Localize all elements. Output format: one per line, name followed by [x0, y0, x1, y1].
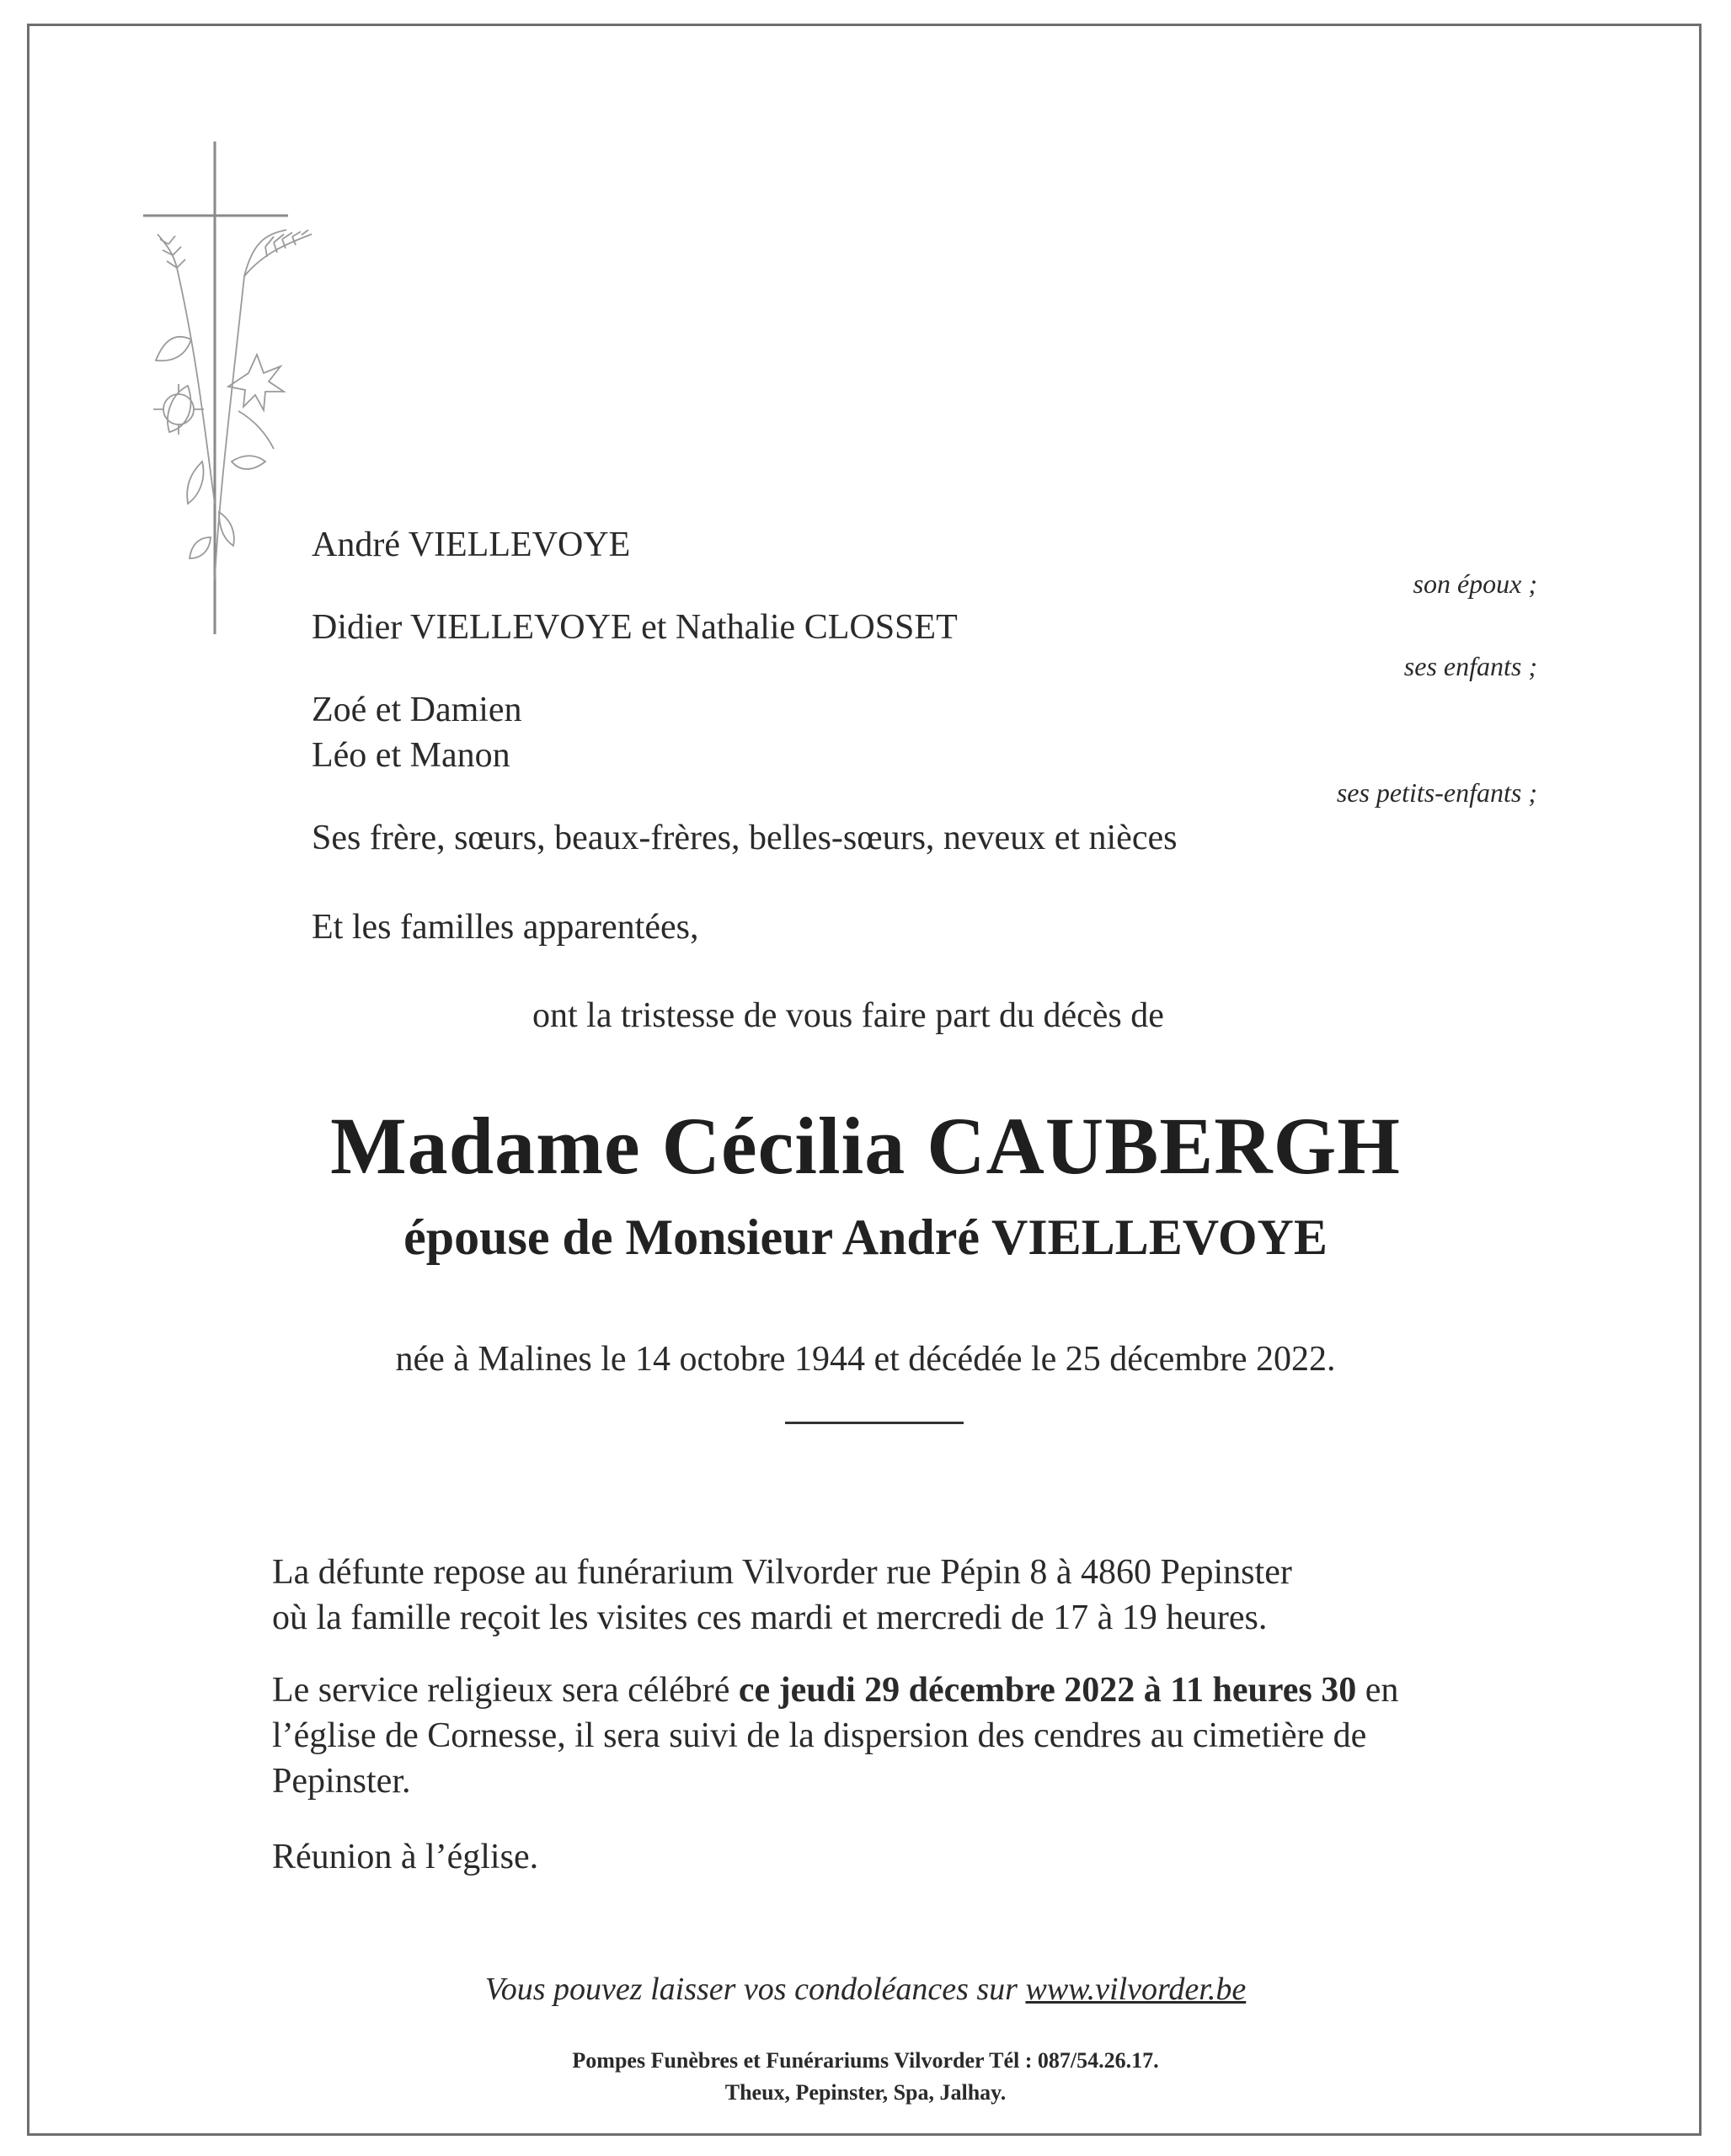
grandchildren-role: ses petits-enfants ;: [1336, 777, 1537, 808]
deceased-name: Madame Cécilia CAUBERGH: [330, 1101, 1401, 1191]
rest-paragraph: [272, 1550, 1493, 1641]
rest-line-2: où la famille reçoit les visites ces mardi et mercredi de 17 à 19 heures.: [272, 1598, 1268, 1637]
condolences-text: Vous pouvez laisser vos condoléances sur: [484, 1972, 1026, 2007]
relatives-line: Et les familles apparentées,: [312, 908, 699, 947]
condolences-link[interactable]: www.vilvorder.be: [1025, 1972, 1247, 2007]
cross-with-wheat-and-flowers-icon: [139, 141, 324, 638]
divider-line: [785, 1422, 964, 1424]
spouse-of-line: épouse de Monsieur André VIELLEVOYE: [403, 1209, 1328, 1265]
service-paragraph: [272, 1668, 1493, 1804]
rest-line-1: La défunte repose au funérarium Vilvorder rue Pépin 8 à 4860 Pepinster: [272, 1553, 1292, 1592]
announcement-intro: ont la tristesse de vous faire part du décès de: [532, 996, 1164, 1035]
footer-line-2: Theux, Pepinster, Spa, Jalhay.: [724, 2080, 1007, 2105]
service-rest: en l’église de Cornesse, il sera suivi de la dispersion des cendres au cimetière de Pepinster.: [272, 1671, 1399, 1801]
grandchildren-line-2: Léo et Manon: [312, 736, 510, 775]
service-date-time: ce jeudi 29 décembre 2022 à 11 heures 30: [738, 1671, 1357, 1710]
grandchildren-line-1: Zoé et Damien: [312, 691, 522, 729]
siblings-line: Ses frère, sœurs, beaux-frères, belles-sœurs, neveux et nièces: [312, 819, 1178, 857]
footer-line-1: Pompes Funèbres et Funérariums Vilvorder Tél : 087/54.26.17.: [572, 2048, 1159, 2073]
children-role: ses enfants ;: [1403, 651, 1537, 681]
birth-death-dates: née à Malines le 14 octobre 1944 et décédée le 25 décembre 2022.: [395, 1340, 1336, 1379]
spouse-role: son époux ;: [1413, 568, 1537, 599]
reunion-line: Réunion à l’église.: [272, 1838, 539, 1876]
service-prefix: Le service religieux sera célébré: [272, 1671, 739, 1710]
children-names: Didier VIELLEVOYE et Nathalie CLOSSET: [312, 608, 958, 647]
footer: [0, 2045, 1731, 2109]
spouse-name: André VIELLEVOYE: [312, 526, 631, 564]
condolences-line: [0, 1971, 1731, 2008]
